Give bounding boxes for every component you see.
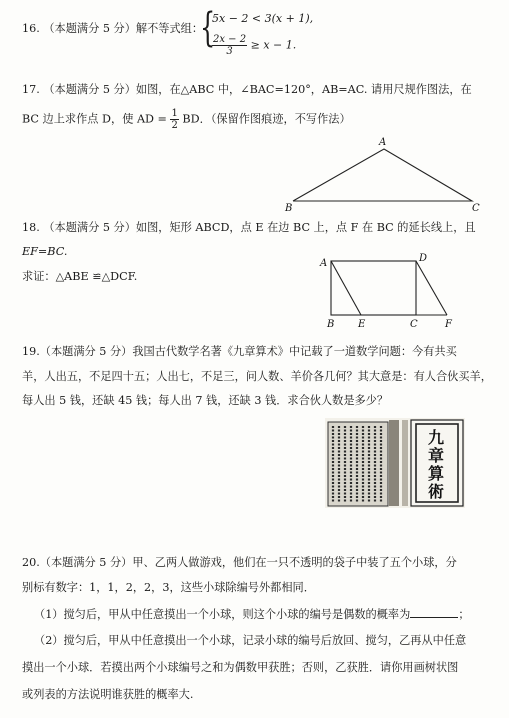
q17-fraction-numerator: 1 (171, 108, 178, 119)
q16-fraction-numerator: 2x − 2 (213, 34, 247, 45)
q18-label-e: E (358, 319, 366, 330)
q17-label-a: A (379, 137, 387, 148)
q18-label-b: B (327, 319, 335, 330)
q20-line-2: 别标有数字：1，1，2，2，3，这些小球除编号外都相同． (22, 581, 315, 594)
q20-line-1: 20.（本题满分 5 分）甲、乙两人做游戏，他们在一只不透明的袋子中装了五个小球，分 (22, 556, 457, 569)
q19-line-2: 羊，人出五，不足四十五；人出七，不足三，问人数、羊价各几何？其大意是：有人合伙买羊， (22, 370, 492, 383)
q18-label-f: F (445, 319, 452, 330)
q17-line-1: 17. （本题满分 5 分）如图，在△ABC 中，∠BAC=120°，AB=AC. 请用尺规作图法，在 (22, 83, 472, 96)
q17-line-2-pre: BC 边上求作点 D，使 AD = (22, 112, 167, 126)
q18-line-3: 求证：△ABE ≌△DCF. (22, 270, 138, 283)
q18-label-c: C (410, 319, 418, 330)
q17-fraction-denominator: 2 (171, 120, 178, 131)
q20-line-3 (34, 607, 470, 622)
q20-line-4: （2）搅匀后，甲从中任意摸出一个小球，记录小球的编号后放回、搅匀，乙再从中任意 (34, 634, 467, 647)
q18-line-2: EF=BC. (22, 245, 68, 258)
q19-line-3: 每人出 5 钱，还缺 45 钱；每人出 7 钱，还缺 3 钱．求合伙人数是多少？ (22, 394, 389, 407)
q19-book-title: 九章算術 (427, 428, 444, 501)
q17-label-b: B (285, 203, 293, 214)
q16-prefix: 16. （本题满分 5 分）解不等式组： (22, 22, 204, 35)
q20-line-3-end: ； (458, 608, 470, 621)
q20-line-3-text: （1）搅匀后，甲从中任意摸出一个小球，则这个小球的编号是偶数的概率为 (34, 608, 411, 621)
q16-fraction-denominator: 3 (226, 46, 233, 57)
q20-answer-blank[interactable] (410, 607, 458, 618)
q19-book-image (325, 418, 465, 508)
q17-label-c: C (472, 203, 480, 214)
q16-inequality-2-rest: ≥ x − 1. (250, 38, 297, 52)
q18-segment-ae (331, 261, 361, 315)
q18-segment-df (416, 261, 447, 315)
q20-line-5: 摸出一个小球．若摸出两个小球编号之和为偶数甲获胜；否则，乙获胜．请你用画树状图 (22, 661, 459, 674)
q16-brace: { (200, 5, 216, 51)
q17-line-2-post: BD．（保留作图痕迹，不写作法） (182, 112, 351, 126)
q20-line-6: 或列表的方法说明谁获胜的概率大. (22, 688, 194, 701)
q18-label-a: A (320, 258, 328, 269)
q18-label-d: D (419, 253, 428, 264)
q18-line-1: 18. （本题满分 5 分）如图，矩形 ABCD，点 E 在边 BC 上，点 F 在 BC 的延长线上，且 (22, 221, 476, 234)
q17-triangle (293, 149, 472, 201)
q18-rectangle (331, 261, 416, 315)
q16-inequality-1: 5x − 2 < 3(x + 1), (212, 12, 314, 25)
q19-line-1: 19.（本题满分 5 分）我国古代数学名著《九章算术》中记载了一道数学问题：今有共买 (22, 345, 457, 358)
